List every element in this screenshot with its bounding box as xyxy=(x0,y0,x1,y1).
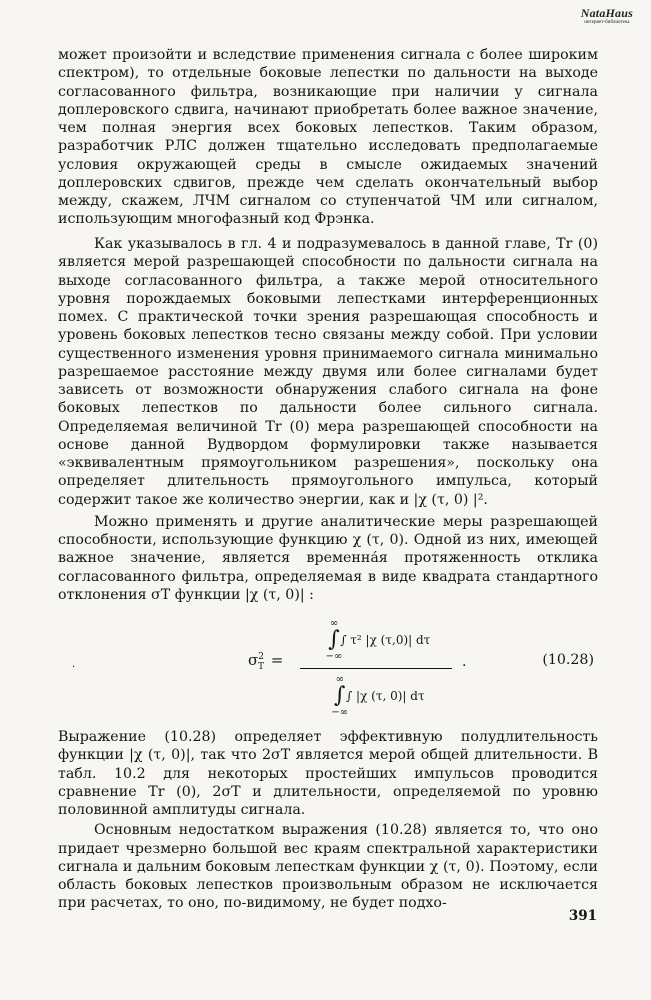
paragraph-4: Выражение (10.28) определяет эффективную полудлительность функции |χ (τ, 0)|, так что 2σT является мерой общей длительности. В табл. 10.2 для некоторых простейших импульсов проводится сравнение Tr (0), 2σT и длительности, определяемой по уровню половинной амплитуды сигнала. xyxy=(58,729,598,818)
paragraph-5: Основным недостатком выражения (10.28) является то, что оно придает чрезмерно большой вес краям спектральной характеристики сигнала и дальним боковым лепесткам функции χ (τ, 0). Поэтому, если область боковых лепестков произвольным образом не исключается при расчетах, то оно, по-видимому, не будет подхо- xyxy=(58,822,598,912)
page-body xyxy=(58,46,598,913)
fraction-bar xyxy=(300,668,452,669)
paragraph-1: может произойти и вследствие применения сигнала с более широким спектром), то отдельные боковые лепестки по дальности на выходе согласованного фильтра, возникающие при наличии у сигнала доплеровского сдвига, начинают приобретать более важное значение, чем полная энергия всех боковых лепестков. Таким образом, разработчик РЛС должен тщательно исследовать предполагаемые условия окружающей среды в смысле ожидаемых значений доплеровских сдвигов, прежде чем сделать окончательный выбор между, скажем, ЛЧМ сигналом со ступенчатой ЧМ или сигналом, использующим многофазный код Фрэнка. xyxy=(58,47,598,228)
paragraph-2: Как указывалось в гл. 4 и подразумевалось в данной главе, Tr (0) является мерой разрешающей способности по дальности сигнала на выходе согласованного фильтра, а также мерой относительного уровня порождаемых боковыми лепестками интерференционных помех. С практической точки зрения разрешающая способность и уровень боковых лепестков тесно связаны между собой. При условии существенного изменения уровня принимаемого сигнала минимально разрешаемое расстояние между двумя или более сигналами будет зависеть от возможности обнаружения слабого сигнала на фоне боковых лепестков по дальности более сильного сигнала. Определяемая величиной Tr (0) мера разрешающей способности на основе данной Вудвордом формулировки также называется «эквивалентным прямоугольником разрешения», поскольку она определяет длительность прямоугольного импульса, который содержит такое же количество энергии, как и |χ (τ, 0) |². xyxy=(58,236,598,508)
paragraph-3: Можно применять и другие аналитические меры разрешающей способности, использующие функцию χ (τ, 0). Одной из них, имеющей важное значение, является временна́я протяженность отклика согласованного фильтра, определяемая в виде квадрата стандартного отклонения σT функции |χ (τ, 0)| : xyxy=(58,513,598,603)
watermark-logo xyxy=(581,6,633,25)
equation-numerator: ∞ ∫ −∞ ∫ τ² |χ (τ,0)| dτ xyxy=(325,618,431,662)
watermark-title: NataHaus xyxy=(580,6,633,20)
equation-lhs: $\sigma^2_T$ = xyxy=(248,651,284,672)
print-speck: · xyxy=(72,662,76,673)
equation-terminator: . xyxy=(462,654,467,670)
page-number: 391 xyxy=(568,908,597,924)
equation-denominator: ∞ ∫ −∞ ∫ |χ (τ, 0)| dτ xyxy=(331,674,425,718)
equation-fraction xyxy=(292,610,467,728)
equation-10-28 xyxy=(58,610,598,728)
equation-number: (10.28) xyxy=(542,652,594,668)
watermark-subtitle: интернет-библиотека xyxy=(584,20,630,25)
equals-sign: = xyxy=(270,651,284,669)
